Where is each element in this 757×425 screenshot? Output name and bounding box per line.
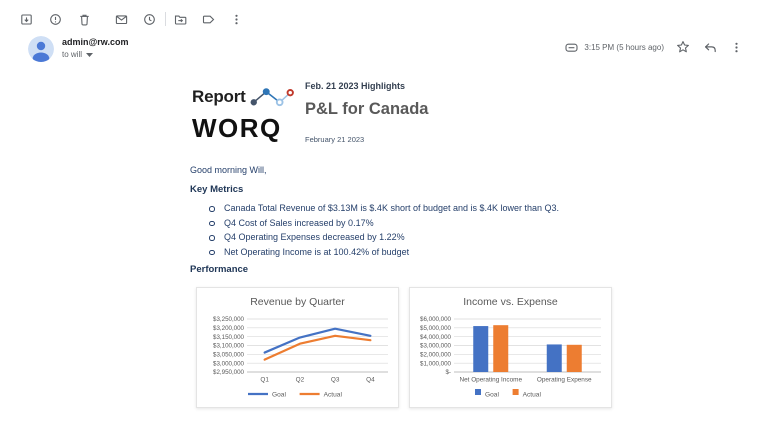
sender-block	[62, 37, 128, 59]
image-icon	[565, 41, 578, 54]
svg-text:$6,000,000: $6,000,000	[420, 316, 451, 324]
svg-text:Revenue by Quarter: Revenue by Quarter	[250, 296, 345, 308]
logo-dots-icon	[248, 84, 296, 115]
revenue-by-quarter-chart	[197, 288, 398, 407]
email-header	[305, 81, 428, 144]
reportworq-logo	[192, 88, 302, 141]
sender-email: admin@rw.com	[62, 37, 129, 47]
svg-text:$2,000,000: $2,000,000	[420, 351, 451, 359]
message-toolbar	[20, 12, 243, 26]
more-options-icon[interactable]	[230, 13, 243, 26]
message-meta	[565, 40, 743, 54]
svg-text:$3,200,000: $3,200,000	[213, 325, 244, 333]
recipient-dropdown[interactable]	[62, 50, 128, 59]
key-metrics-list	[209, 203, 559, 261]
key-metric-item: Q4 Operating Expenses decreased by 1.22%	[209, 232, 559, 242]
toolbar-divider	[165, 12, 166, 26]
recipient-label: to will	[62, 50, 83, 59]
income-vs-expense-chart	[410, 288, 611, 407]
logo-text-worq: WORQ	[192, 113, 282, 143]
svg-text:$-: $-	[445, 369, 451, 377]
svg-text:Q4: Q4	[366, 376, 375, 384]
svg-text:$3,050,000: $3,050,000	[213, 351, 244, 359]
labels-icon[interactable]	[202, 13, 215, 26]
performance-heading: Performance	[190, 264, 249, 275]
key-metrics-heading: Key Metrics	[190, 184, 244, 195]
greeting: Good morning Will,	[190, 165, 267, 175]
svg-text:Income vs. Expense: Income vs. Expense	[463, 296, 558, 308]
svg-text:$3,100,000: $3,100,000	[213, 342, 244, 350]
snooze-icon[interactable]	[143, 13, 156, 26]
chevron-down-icon	[86, 53, 93, 57]
svg-text:Q2: Q2	[295, 376, 305, 384]
svg-text:$1,000,000: $1,000,000	[420, 360, 451, 368]
reply-icon[interactable]	[703, 41, 717, 54]
key-metric-item: Canada Total Revenue of $3.13M is $.4K short of budget and is $.4K lower than Q3.	[209, 203, 559, 213]
income-vs-expense-chart-card	[409, 287, 612, 408]
svg-text:$5,000,000: $5,000,000	[420, 325, 451, 333]
mark-unread-icon[interactable]	[115, 13, 128, 26]
highlights-label: Feb. 21 2023 Highlights	[305, 81, 406, 91]
logo-text-report: Report	[192, 87, 246, 106]
key-metric-item: Net Operating Income is at 100.42% of budget	[209, 247, 559, 257]
svg-text:$3,250,000: $3,250,000	[213, 316, 244, 324]
move-to-icon[interactable]	[174, 13, 187, 26]
svg-text:$2,950,000: $2,950,000	[213, 369, 244, 377]
more-icon[interactable]	[730, 41, 743, 54]
svg-text:Q3: Q3	[330, 376, 340, 384]
svg-text:Goal: Goal	[485, 391, 499, 399]
delete-icon[interactable]	[78, 13, 91, 26]
timestamp: 3:15 PM (5 hours ago)	[584, 42, 664, 52]
avatar	[28, 36, 54, 62]
star-icon[interactable]	[676, 40, 690, 54]
email-date: February 21 2023	[305, 135, 365, 144]
key-metric-item: Q4 Cost of Sales increased by 0.17%	[209, 218, 559, 228]
svg-text:Operating Expense: Operating Expense	[536, 376, 592, 384]
svg-text:Actual: Actual	[522, 391, 541, 399]
email-title: P&L for Canada	[305, 100, 429, 118]
report-spam-icon[interactable]	[49, 13, 62, 26]
svg-text:$3,000,000: $3,000,000	[420, 342, 451, 350]
svg-text:Goal: Goal	[272, 391, 286, 399]
svg-text:Net Operating Income: Net Operating Income	[459, 376, 523, 384]
archive-icon[interactable]	[20, 13, 33, 26]
svg-text:$4,000,000: $4,000,000	[420, 333, 451, 341]
svg-text:Actual: Actual	[323, 391, 342, 399]
svg-text:$3,000,000: $3,000,000	[213, 360, 244, 368]
svg-text:Q1: Q1	[260, 376, 269, 384]
revenue-by-quarter-chart-card	[196, 287, 399, 408]
svg-text:$3,150,000: $3,150,000	[213, 333, 244, 341]
